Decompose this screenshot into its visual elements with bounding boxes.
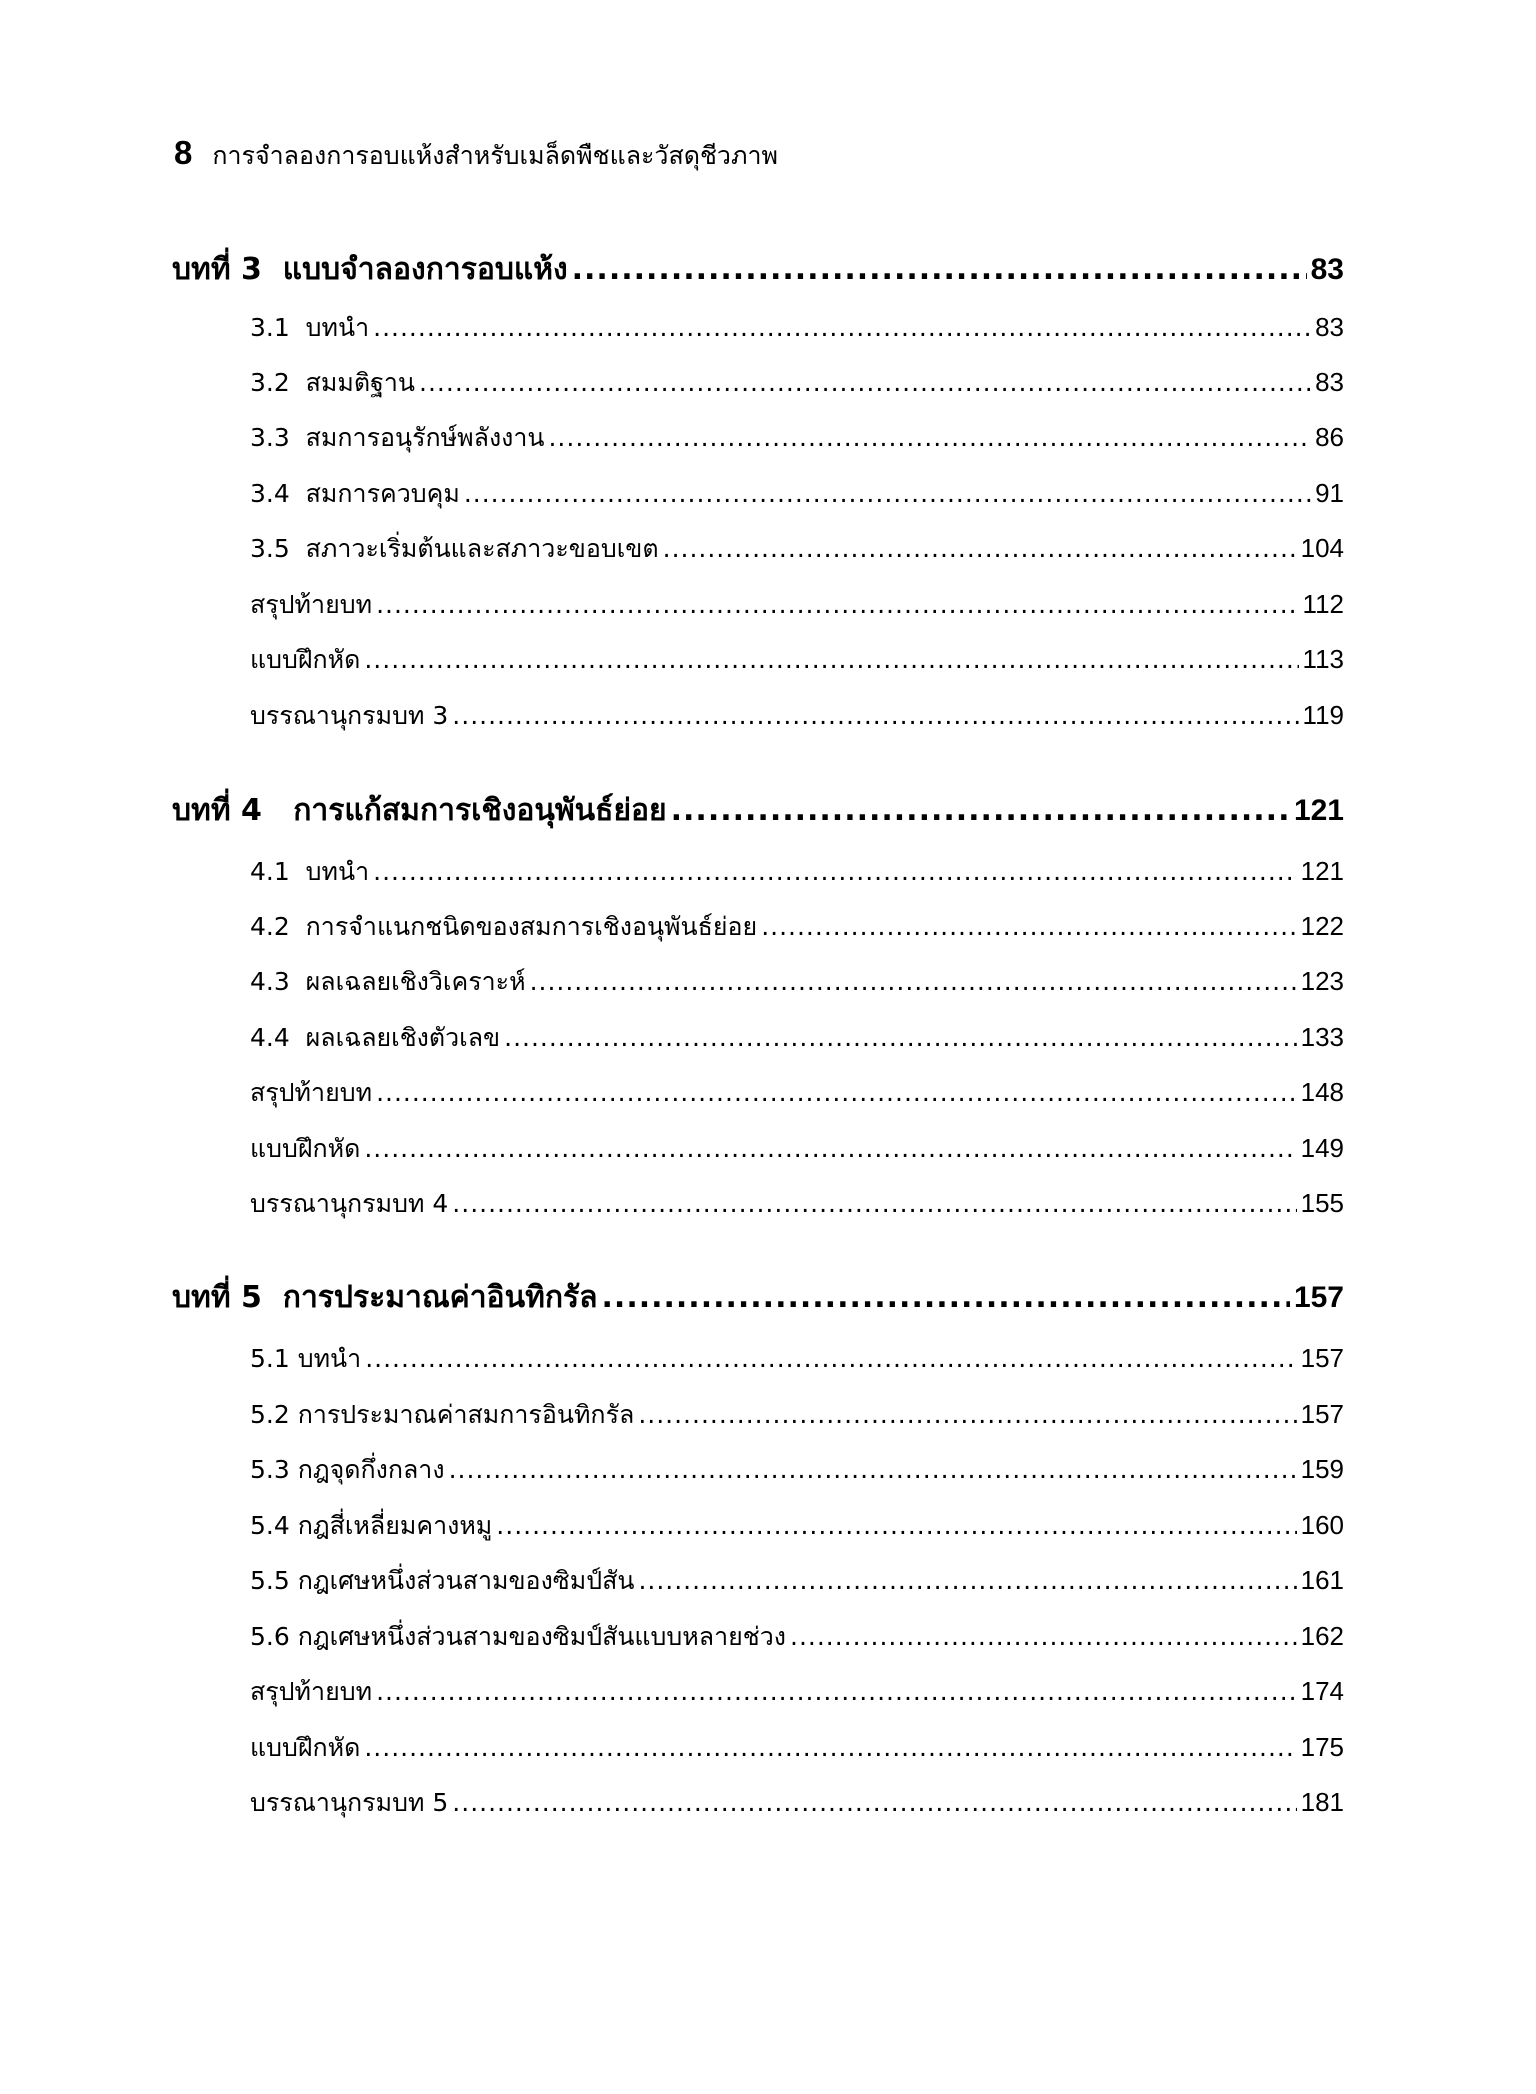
toc-label: 3.3 สมการอนุรักษ์พลังงาน <box>250 423 545 452</box>
toc-label: 4.4 ผลเฉลยเชิงตัวเลข <box>250 1023 501 1052</box>
book-title: การจำลองการอบแห้งสำหรับเมล็ดพืชและวัสดุชีวภาพ <box>212 141 778 170</box>
toc-label: 5.6 กฎเศษหนึ่งส่วนสามของซิมป์สันแบบหลายช่วง <box>250 1622 786 1651</box>
toc-entry[interactable] <box>250 907 1344 955</box>
dot-leader <box>364 645 1298 674</box>
dot-leader <box>449 1455 1297 1484</box>
toc-entry[interactable] <box>250 1395 1344 1443</box>
dot-leader <box>373 313 1311 342</box>
dot-leader <box>790 1622 1297 1651</box>
toc-page-number: 155 <box>1300 1188 1344 1218</box>
toc-entry[interactable] <box>250 640 1344 688</box>
toc-label: สรุปท้ายบท <box>250 590 373 619</box>
toc-page-number: 121 <box>1300 856 1344 886</box>
dot-leader <box>548 423 1311 452</box>
dot-leader <box>376 590 1298 619</box>
toc-page-number: 119 <box>1302 700 1344 730</box>
dot-leader <box>671 793 1290 828</box>
toc-label: 3.5 สภาวะเริ่มต้นและสภาวะขอบเขต <box>250 534 659 563</box>
toc-label: แบบฝึกหัด <box>250 1733 361 1762</box>
toc-page-number: 181 <box>1300 1787 1344 1817</box>
toc-page-number: 112 <box>1302 589 1344 619</box>
toc-label: 4.3 ผลเฉลยเชิงวิเคราะห์ <box>250 967 526 996</box>
toc-entry[interactable] <box>250 1506 1344 1554</box>
dot-leader <box>638 1400 1296 1429</box>
toc-entry[interactable] <box>250 585 1344 633</box>
toc-page-number: 121 <box>1293 794 1344 827</box>
toc-entry[interactable] <box>250 1561 1344 1609</box>
toc-entry[interactable] <box>250 1450 1344 1498</box>
toc-entry[interactable] <box>250 1018 1344 1066</box>
toc-label: 4.2 การจำแนกชนิดของสมการเชิงอนุพันธ์ย่อย <box>250 912 758 941</box>
toc-label: 5.2 การประมาณค่าสมการอินทิกรัล <box>250 1400 635 1429</box>
toc-entry[interactable] <box>250 696 1344 744</box>
toc-label: บรรณานุกรมบท 5 <box>250 1788 449 1817</box>
dot-leader <box>504 1023 1296 1052</box>
toc-label: บทที่ 4 การแก้สมการเชิงอนุพันธ์ย่อย <box>172 793 667 828</box>
toc-label: 3.1 บทนำ <box>250 313 370 342</box>
toc-entry[interactable] <box>250 474 1344 522</box>
toc-label: สรุปท้ายบท <box>250 1078 373 1107</box>
toc-label: สรุปท้ายบท <box>250 1677 373 1706</box>
dot-leader <box>364 1733 1296 1762</box>
toc-page-number: 174 <box>1300 1676 1344 1706</box>
toc-page-number: 133 <box>1300 1022 1344 1052</box>
dot-leader <box>419 368 1311 397</box>
toc-page-number: 175 <box>1300 1732 1344 1762</box>
toc-label: 5.4 กฎสี่เหลี่ยมคางหมู <box>250 1511 493 1540</box>
toc-entry[interactable] <box>250 1728 1344 1776</box>
toc-page-number: 113 <box>1302 644 1344 674</box>
dot-leader <box>530 967 1297 996</box>
toc-label: 3.4 สมการควบคุม <box>250 479 460 508</box>
dot-leader <box>464 479 1311 508</box>
toc-label: 5.5 กฎเศษหนึ่งส่วนสามของซิมป์สัน <box>250 1566 635 1595</box>
toc-page-number: 86 <box>1315 422 1344 452</box>
toc-page-number: 83 <box>1315 367 1344 397</box>
toc-entry[interactable] <box>250 363 1344 411</box>
toc-page-number: 161 <box>1300 1565 1344 1595</box>
dot-leader <box>452 1788 1296 1817</box>
toc-label: บทที่ 3 แบบจำลองการอบแห้ง <box>172 252 568 287</box>
dot-leader <box>761 912 1296 941</box>
page-number: 8 <box>174 134 193 171</box>
toc-page-number: 157 <box>1300 1343 1344 1373</box>
toc-chapter-3[interactable] <box>172 246 1344 294</box>
dot-leader <box>572 252 1307 287</box>
toc-page-number: 159 <box>1300 1454 1344 1484</box>
dot-leader <box>663 534 1297 563</box>
dot-leader <box>602 1280 1290 1315</box>
dot-leader <box>364 1134 1296 1163</box>
toc-chapter-5[interactable] <box>172 1274 1344 1322</box>
toc-page-number: 91 <box>1315 478 1344 508</box>
toc-entry[interactable] <box>250 962 1344 1010</box>
dot-leader <box>376 1677 1297 1706</box>
toc-entry[interactable] <box>250 1129 1344 1177</box>
toc-entry[interactable] <box>250 1073 1344 1121</box>
dot-leader <box>373 857 1296 886</box>
toc-page-number: 157 <box>1300 1399 1344 1429</box>
toc-page-number: 157 <box>1293 1281 1344 1314</box>
toc-page-number: 162 <box>1300 1621 1344 1651</box>
toc-label: บรรณานุกรมบท 3 <box>250 701 449 730</box>
toc-entry[interactable] <box>250 1672 1344 1720</box>
toc-entry[interactable] <box>250 1339 1344 1387</box>
toc-label: 5.1 บทนำ <box>250 1344 362 1373</box>
toc-page-number: 148 <box>1300 1077 1344 1107</box>
toc-page-number: 83 <box>1310 253 1344 286</box>
dot-leader <box>452 701 1298 730</box>
toc-page-number: 122 <box>1300 911 1344 941</box>
toc-entry[interactable] <box>250 1184 1344 1232</box>
dot-leader <box>365 1344 1296 1373</box>
toc-entry[interactable] <box>250 308 1344 356</box>
toc-entry[interactable] <box>250 418 1344 466</box>
dot-leader <box>638 1566 1296 1595</box>
toc-entry[interactable] <box>250 1617 1344 1665</box>
toc-label: บรรณานุกรมบท 4 <box>250 1189 449 1218</box>
dot-leader <box>376 1078 1297 1107</box>
toc-label: บทที่ 5 การประมาณค่าอินทิกรัล <box>172 1280 598 1315</box>
toc-label: 3.2 สมมติฐาน <box>250 368 416 397</box>
toc-page-number: 83 <box>1315 312 1344 342</box>
toc-entry[interactable] <box>250 852 1344 900</box>
toc-label: แบบฝึกหัด <box>250 1134 361 1163</box>
toc-page-number: 123 <box>1300 966 1344 996</box>
toc-page-number: 160 <box>1300 1510 1344 1540</box>
toc-entry[interactable] <box>250 1783 1344 1831</box>
toc-page-number: 149 <box>1300 1133 1344 1163</box>
toc-label: 5.3 กฎจุดกึ่งกลาง <box>250 1455 445 1484</box>
toc-entry[interactable] <box>250 529 1344 577</box>
toc-label: 4.1 บทนำ <box>250 857 370 886</box>
dot-leader <box>496 1511 1296 1540</box>
toc-page-number: 104 <box>1300 533 1344 563</box>
toc-chapter-4[interactable] <box>172 787 1344 835</box>
toc-label: แบบฝึกหัด <box>250 645 361 674</box>
dot-leader <box>452 1189 1296 1218</box>
